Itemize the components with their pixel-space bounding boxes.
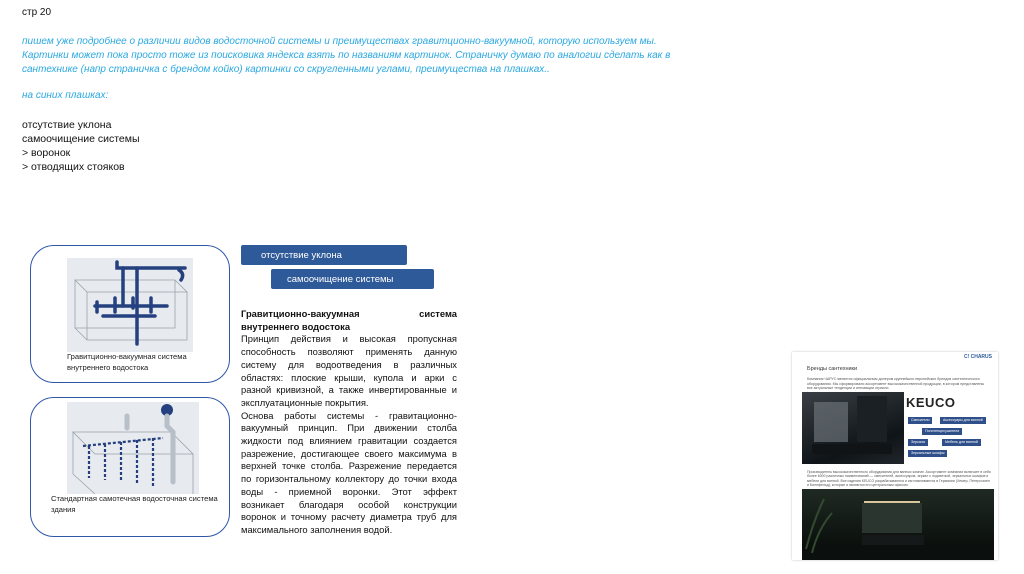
description-text [241, 308, 457, 537]
list-item: > воронок [22, 147, 71, 159]
brand-logo: C! CHARUS [963, 354, 992, 360]
description-paragraph: Основа работы системы - гравитационно-вакуумный принцип. При движении столба жидкости под влиянием гравитации создается разрежение, достигающее своего максимума в верхней точке столба. Разрежение передается по горизонтальному коллектору до точки входа воды - приемной воронки. Этот эффект возникает благодаря особой конструкции воронок и точному расчету диаметра труб для максимального заполнения водой. [241, 409, 457, 535]
card-caption: Стандартная самотечная водосточная система здания [51, 494, 218, 514]
bathroom-photo [802, 489, 994, 560]
standard-system-diagram [67, 402, 199, 494]
note-line: Картинки может пока просто тоже из поисковика яндекса взять по названиям картинок. Страничку думаю по аналогии сделать как в [22, 50, 671, 61]
card-caption: Гравитционно-вакуумная система внутреннего водостока [67, 352, 187, 372]
brand-description: Производитель высококачественного оборудования для ванных комнат. Ассортимент компании включает в себя более 6000 различных наименований — смесителей, аксессуаров, зеркал с подсветкой, зеркальных шкафов и мебели для ванной. Все изделия KEUCO разрабатываются и изготавливаются в Германии (Хемер, Петерсхаген и Билефельд), которые и являются его центральным офисом. [807, 470, 991, 488]
brand-tag: Смесители [908, 417, 932, 424]
list-item: отсутствие уклона [22, 119, 112, 131]
list-item: > отводящих стояков [22, 161, 125, 173]
advantage-badge: отсутствие уклона [241, 245, 407, 265]
bathroom-photo [802, 392, 904, 464]
brand-tag: Мебель для ванной [942, 439, 981, 446]
brand-tag: Полотенцесушители [922, 428, 962, 435]
page-number: стр 20 [22, 7, 52, 18]
system-card-vacuum [30, 245, 230, 383]
list-item: самоочищение системы [22, 133, 140, 145]
description-paragraph: Принцип действия и высокая пропускная способность позволяют применять данную систему для водоотведения в различных областях: плоские крыши, купола и арки с разной кривизной, а также инвертированные и эксплуатационные покрытия. [241, 333, 457, 408]
brand-heading: Бренды сантехники [807, 366, 858, 372]
brand-tag: Аксессуары для ванной [940, 417, 986, 424]
brand-tag: Зеркальные шкафы [908, 450, 947, 457]
vacuum-system-diagram [67, 258, 193, 352]
description-title: Гравитционно-вакуумная система внутреннего водостока [241, 308, 457, 332]
note-subheading: на синих плашках: [22, 90, 109, 101]
note-line: пишем уже подробнее о различии видов водосточной системы и преимуществах гравитционно-вакуумной, которую используем мы. [22, 36, 657, 47]
brand-intro-text: Компания ЧАРУС является официальным дилером крупнейших европейских брендов сантехнического оборудования. Мы сформировали ассортимент высококачественной продукции, в котором представлены все актуальные тенденции и инновации отрасли. [807, 377, 985, 391]
reference-page-thumbnail [792, 352, 998, 560]
brand-tag: Зеркала [908, 439, 928, 446]
brand-name: KEUCO [906, 395, 956, 410]
advantage-badge: самоочищение системы [271, 269, 434, 289]
system-card-standard [30, 397, 230, 537]
note-line: сантехнике (напр страничка с брендом койко) картинки со скругленными углами, преимущества на плашках.. [22, 64, 550, 75]
